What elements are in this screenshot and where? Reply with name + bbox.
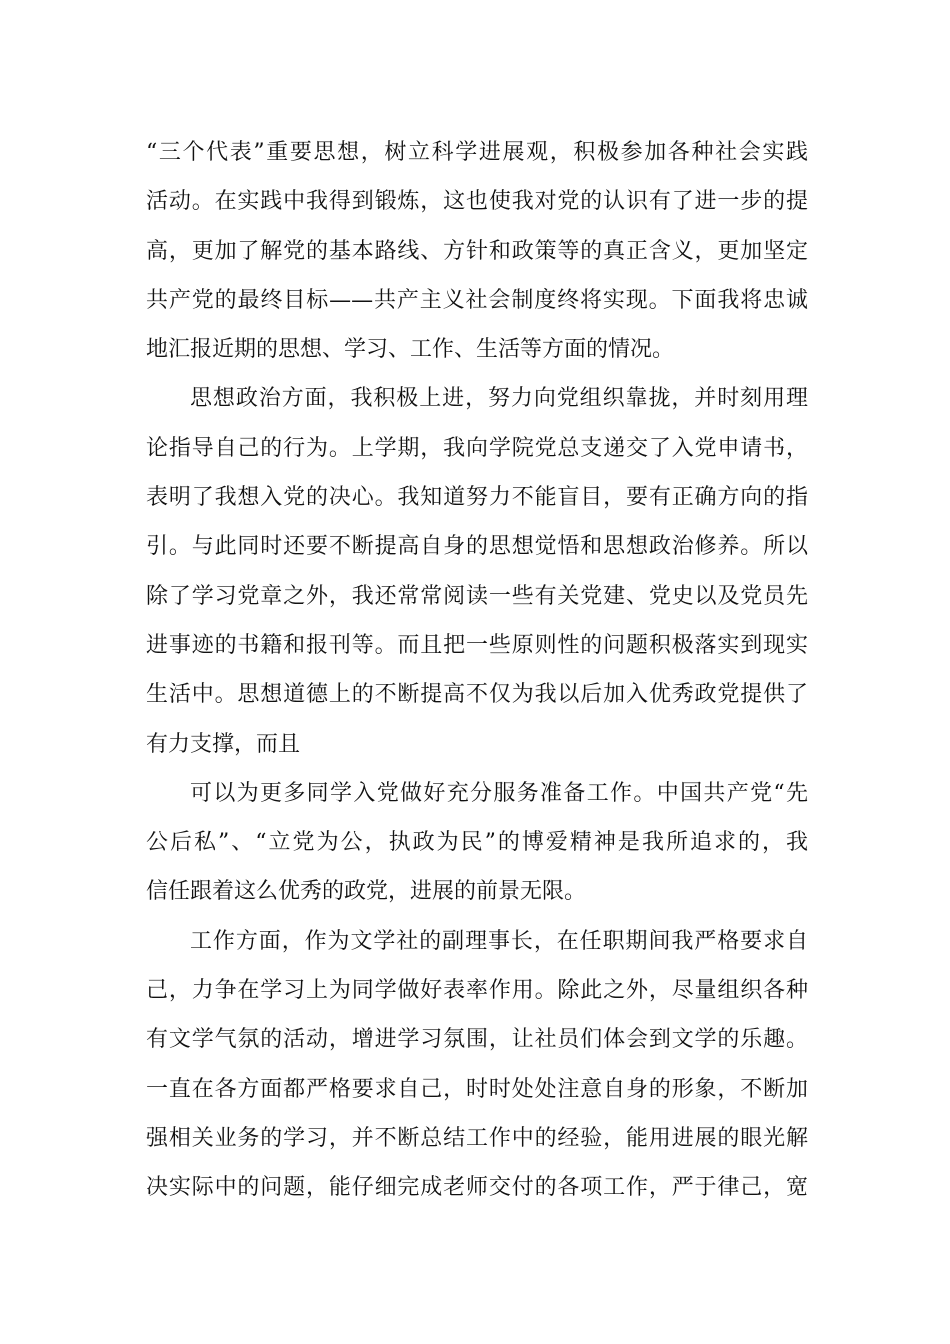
text-line: 地汇报近期的思想、学习、工作、生活等方面的情况。 (146, 337, 675, 363)
text-line: 有力支撑，而且 (146, 731, 301, 757)
text-line: 除了学习党章之外，我还常常阅读一些有关党建、党史以及党员先 (146, 583, 808, 609)
text-line: 生活中。思想道德上的不断提高不仅为我以后加入优秀政党提供了 (146, 682, 808, 708)
paragraph-first-line: 可以为更多同学入党做好充分服务准备工作。中国共产党“先 (190, 780, 808, 806)
text-line: 表明了我想入党的决心。我知道努力不能盲目，要有正确方向的指 (146, 485, 808, 511)
text-line: 高，更加了解党的基本路线、方针和政策等的真正含义，更加坚定 (146, 238, 808, 264)
body-text (146, 128, 808, 1213)
text-line: 论指导自己的行为。上学期，我向学院党总支递交了入党申请书， (146, 435, 808, 461)
text-line: 引。与此同时还要不断提高自身的思想觉悟和思想政治修养。所以 (146, 534, 808, 560)
text-line: 公后私”、“立党为公，执政为民”的博爱精神是我所追求的，我 (146, 830, 808, 856)
text-line: 进事迹的书籍和报刊等。而且把一些原则性的问题积极落实到现实 (146, 632, 808, 658)
text-line: 信任跟着这么优秀的政党，进展的前景无限。 (146, 879, 587, 905)
paragraph-first-line: 思想政治方面，我积极上进，努力向党组织靠拢，并时刻用理 (190, 386, 808, 412)
text-line: 有文学气氛的活动，增进学习氛围，让社员们体会到文学的乐趣。 (146, 1027, 808, 1053)
paragraph-first-line: 工作方面，作为文学社的副理事长，在任职期间我严格要求自 (190, 928, 808, 954)
text-line: 己，力争在学习上为同学做好表率作用。除此之外，尽量组织各种 (146, 978, 808, 1004)
text-line: 共产党的最终目标——共产主义社会制度终将实现。下面我将忠诚 (146, 287, 808, 313)
text-line: 活动。在实践中我得到锻炼，这也使我对党的认识有了进一步的提 (146, 189, 808, 215)
text-line: 强相关业务的学习，并不断总结工作中的经验，能用进展的眼光解 (146, 1125, 808, 1151)
text-line: 一直在各方面都严格要求自己，时时处处注意自身的形象，不断加 (146, 1076, 808, 1102)
text-line: 决实际中的问题，能仔细完成老师交付的各项工作，严于律己，宽 (146, 1175, 808, 1201)
text-line: “三个代表”重要思想，树立科学进展观，积极参加各种社会实践 (146, 140, 808, 165)
